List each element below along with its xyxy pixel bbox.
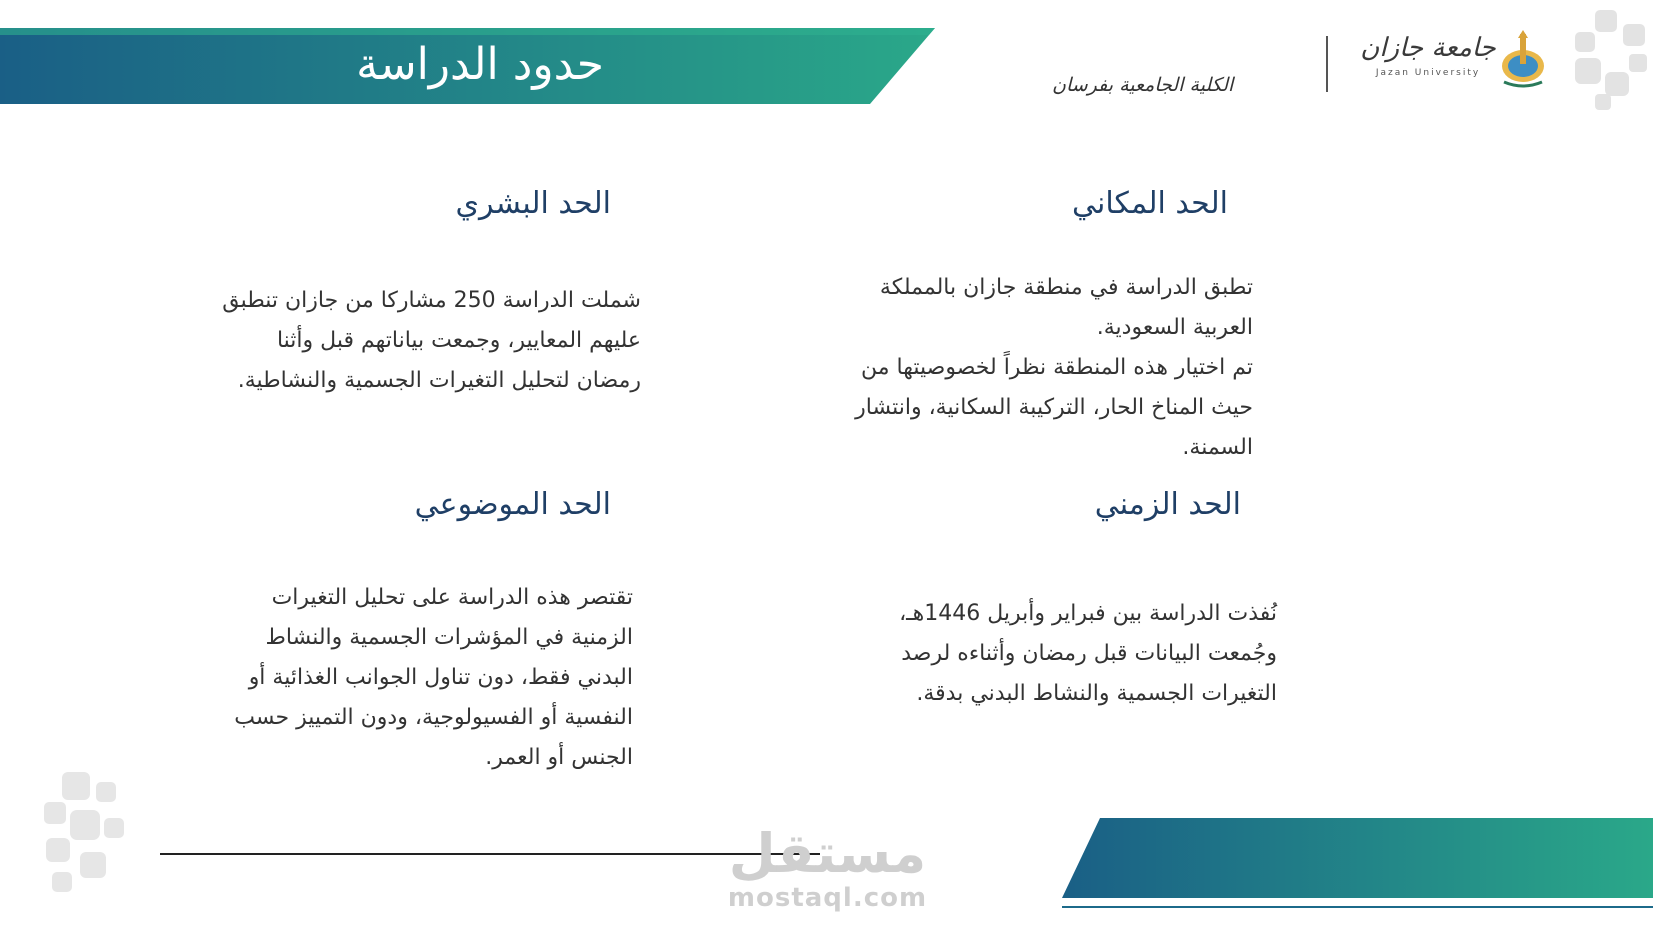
time-text (837, 594, 1277, 714)
watermark-en: mostaql.com (727, 883, 928, 913)
place-line: حيث المناخ الحار، التركيبة السكانية، وانتشار (855, 395, 1253, 420)
place-line: تم اختيار هذه المنطقة نظراً لخصوصيتها من (861, 355, 1253, 380)
topic-heading: الحد الموضوعي (414, 487, 611, 522)
footer-underline (1062, 906, 1653, 908)
topic-line: النفسية أو الفسيولوجية، ودون التمييز حسب (234, 705, 633, 730)
human-line: رمضان لتحليل التغيرات الجسمية والنشاطية. (237, 368, 641, 393)
university-name-en: Jazan University (1375, 68, 1481, 78)
human-text (201, 281, 641, 401)
time-line: التغيرات الجسمية والنشاط البدني بدقة. (916, 681, 1277, 706)
place-line: تطبق الدراسة في منطقة جازان بالمملكة (879, 275, 1253, 300)
time-line: وجُمعت البيانات قبل رمضان وأثناءه لرصد (901, 641, 1277, 666)
place-heading: الحد المكاني (1071, 186, 1228, 221)
time-heading: الحد الزمني (1094, 487, 1241, 522)
university-logo (1353, 30, 1503, 92)
university-name-ar: جامعة جازان (1360, 33, 1496, 63)
college-name: الكلية الجامعية بفرسان (1052, 74, 1234, 96)
topic-line: تقتصر هذه الدراسة على تحليل التغيرات (271, 585, 633, 610)
human-heading: الحد البشري (455, 186, 611, 221)
place-text (793, 268, 1253, 468)
place-line: السمنة. (1182, 435, 1253, 460)
logo-divider (1326, 36, 1328, 92)
human-line: شملت الدراسة 250 مشاركا من جازان تنطبق (222, 288, 641, 313)
university-seal-icon (1498, 30, 1548, 92)
footer-banner (1062, 818, 1653, 906)
place-line: العربية السعودية. (1096, 315, 1253, 340)
topic-line: الزمنية في المؤشرات الجسمية والنشاط (265, 625, 633, 650)
time-line: نُفذت الدراسة بين فبراير وأبريل 1446هـ، (899, 601, 1277, 626)
watermark-ar: مستقل (728, 822, 927, 885)
topic-line: البدني فقط، دون تناول الجوانب الغذائية أو (248, 665, 633, 690)
mostaql-watermark (720, 822, 935, 913)
topic-line: الجنس أو العمر. (485, 745, 633, 770)
human-line: عليهم المعايير، وجمعت بياناتهم قبل وأثنا (276, 328, 641, 353)
slide-title: حدود الدراسة (356, 39, 604, 90)
topic-text (193, 578, 633, 778)
decor-shapes-top-icon (1565, 10, 1653, 110)
decor-shapes-bottom-icon (40, 772, 130, 902)
